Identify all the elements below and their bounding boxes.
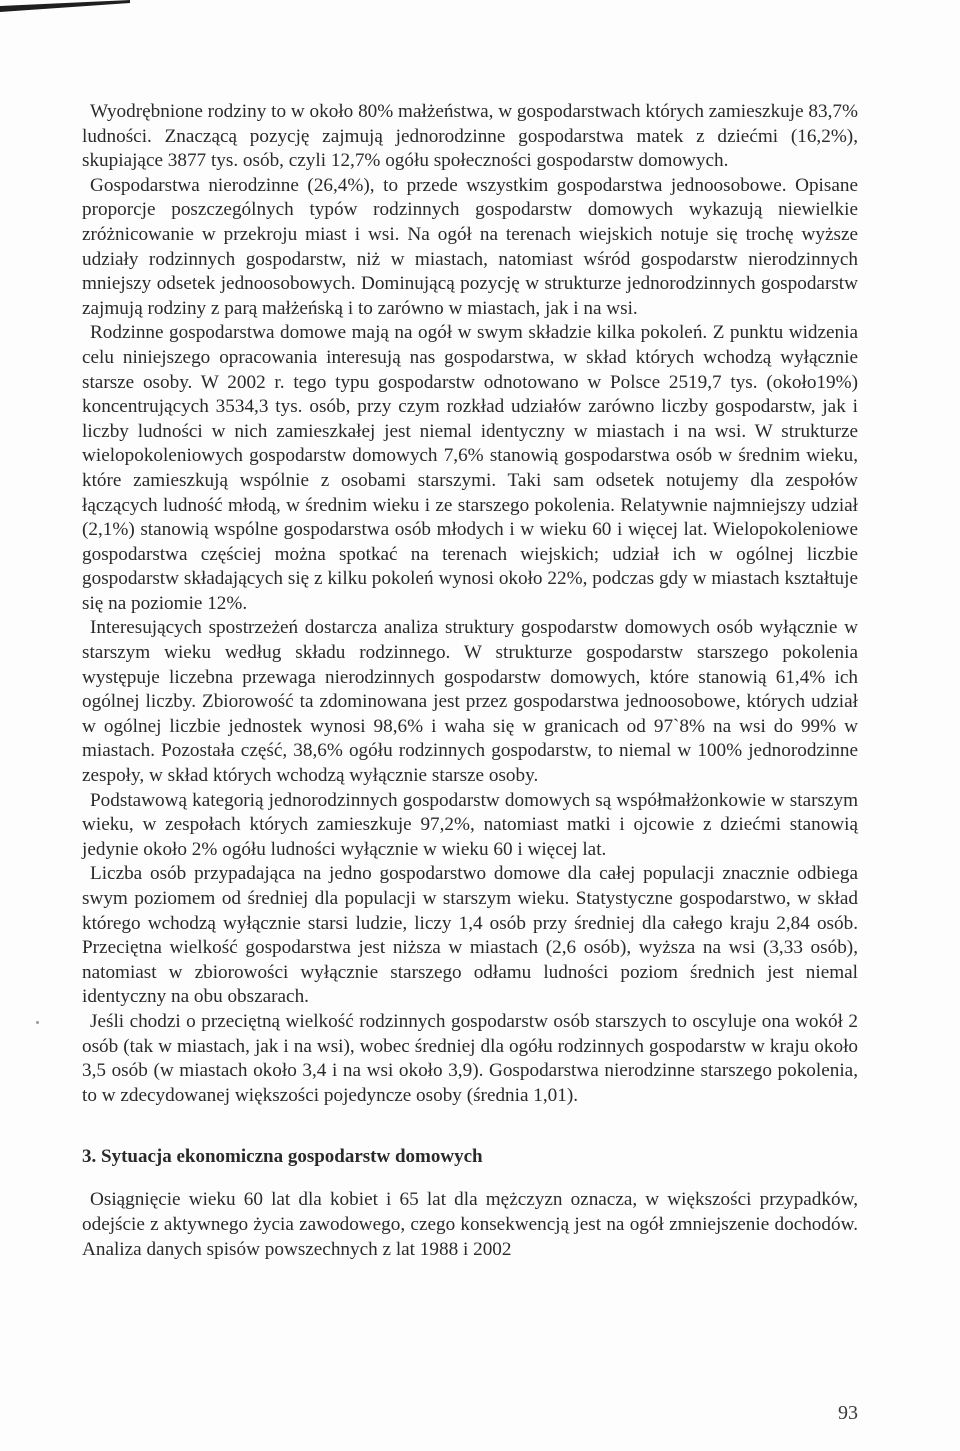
paragraph: Podstawową kategorią jednorodzinnych gospodarstw domowych są współmałżonkowie w starszym wieku, w zespołach których zamieszkuje 97,2%, natomiast matki i ojcowie z dziećmi stanowią jedynie około 2% ogółu ludności wyłącznie w wieku 60 i więcej lat. <box>82 789 858 860</box>
scan-edge-mark <box>0 0 130 28</box>
section-heading: 3. Sytuacja ekonomiczna gospodarstw domowych <box>82 1146 483 1168</box>
page-number: 93 <box>838 1402 858 1424</box>
paragraph: Interesujących spostrzeżeń dostarcza analiza struktury gospodarstw domowych osób wyłącznie w starszym wieku według składu rodzinnego. W strukturze gospodarstw starszego pokolenia występuje liczebna przewaga nierodzinnych gospodarstw domowych, które stanowią 61,4% ich ogólnej liczby. Zbiorowość ta zdominowana jest przez gospodarstwa jednoosobowe, których udział w ogólnej liczbie jednostek wynosi 98,6% i waha się w granicach od 97`8% na wsi do 99% w miastach. Pozostała część, 38,6% ogółu rodzinnych gospodarstw, to niemal w 100% jednorodzinne zespoły, w skład których wchodzą wyłącznie starsze osoby. <box>82 617 858 787</box>
paragraph: Jeśli chodzi o przeciętną wielkość rodzinnych gospodarstw osób starszych to oscyluje ona wokół 2 osób (tak w miastach, jak i na wsi), wobec średniej dla ogółu rodzinnych gospodarstw w kraju około 3,5 osób (w miastach około 3,4 i na wsi około 3,9). Gospodarstwa nierodzinne starszego pokolenia, to w zdecydowanej większości pojedyncze osoby (średnia 1,01). <box>82 1010 858 1106</box>
paragraph: Osiągnięcie wieku 60 lat dla kobiet i 65 lat dla mężczyzn oznacza, w większości przypadków, odejście z aktywnego życia zawodowego, czego konsekwencją jest na ogół zmniejszenie dochodów. Analiza danych spisów powszechnych z lat 1988 i 2002 <box>82 1189 858 1260</box>
paragraph: Rodzinne gospodarstwa domowe mają na ogół w swym składzie kilka pokoleń. Z punktu widzenia celu niniejszego opracowania interesują nas gospodarstwa, w skład których wchodzą wyłącznie starsze osoby. W 2002 r. tego typu gospodarstw odnotowano w Polsce 2519,7 tys. (około19%) koncentrujących 3534,3 tys. osób, przy czym rozkład udziałów zarówno liczby gospodarstw, jak i liczby ludności w nich zamieszkałej jest niemal identyczny w miastach i na wsi. W strukturze wielopokoleniowych gospodarstw domowych 7,6% stanowią gospodarstwa osób w średnim wieku, które zamieszkują wspólnie z osobami starszymi. Taki sam odsetek notujemy dla zespołów łączących ludność młodą, w średnim wieku i ze starszego pokolenia. Relatywnie najmniejszy udział (2,1%) stanowią wspólne gospodarstwa osób młodych i w wieku 60 i więcej lat. Wielopokoleniowe gospodarstwa częściej można spotkać na terenach wiejskich; udział ich w ogólnej liczbie gospodarstw składających się z kilku pokoleń wynosi około 22%, podczas gdy w miastach kształtuje się na poziomie 12%. <box>82 322 858 614</box>
paragraph: Gospodarstwa nierodzinne (26,4%), to przede wszystkim gospodarstwa jednoosobowe. Opisane proporcje poszczególnych typów rodzinnych gospodarstw domowych wykazują niewielkie zróżnicowanie w przekroju miast i wsi. Na ogół na terenach wiejskich notuje się trochę wyższe udziały rodzinnych gospodarstw, niż w miastach, natomiast wśród gospodarstw nierodzinnych mniejszy odsetek jednoosobowych. Dominującą pozycję w strukturze jednorodzinnych gospodarstw zajmują rodziny z parą małżeńską i to zarówno w miastach, jak i na wsi. <box>82 174 858 319</box>
scan-speck <box>36 1021 39 1024</box>
body-text-bottom <box>82 1188 858 1262</box>
document-page <box>82 100 858 1262</box>
paragraph: Wyodrębnione rodziny to w około 80% małżeństwa, w gospodarstwach których zamieszkuje 83,7% ludności. Znaczącą pozycję zajmują jednorodzinne gospodarstwa matek z dziećmi (16,2%), skupiające 3877 tys. osób, czyli 12,7% ogółu społeczności gospodarstw domowych. <box>82 101 858 172</box>
paragraph: Liczba osób przypadająca na jedno gospodarstwo domowe dla całej populacji znacznie odbiega swym poziomem od średniej dla populacji w starszym wieku. Statystyczne gospodarstwo, w skład którego wchodzą wyłącznie starsi ludzie, liczy 1,4 osób przy średniej dla całego kraju 2,84 osób. Przeciętna wielkość gospodarstwa jest niższa w miastach (2,6 osób), wyższa na wsi (3,33 osób), natomiast w zbiorowości wyłącznie starszego odłamu ludności poziom średnich jest niemal identyczny na obu obszarach. <box>82 863 858 1008</box>
body-text-top <box>82 100 858 1108</box>
